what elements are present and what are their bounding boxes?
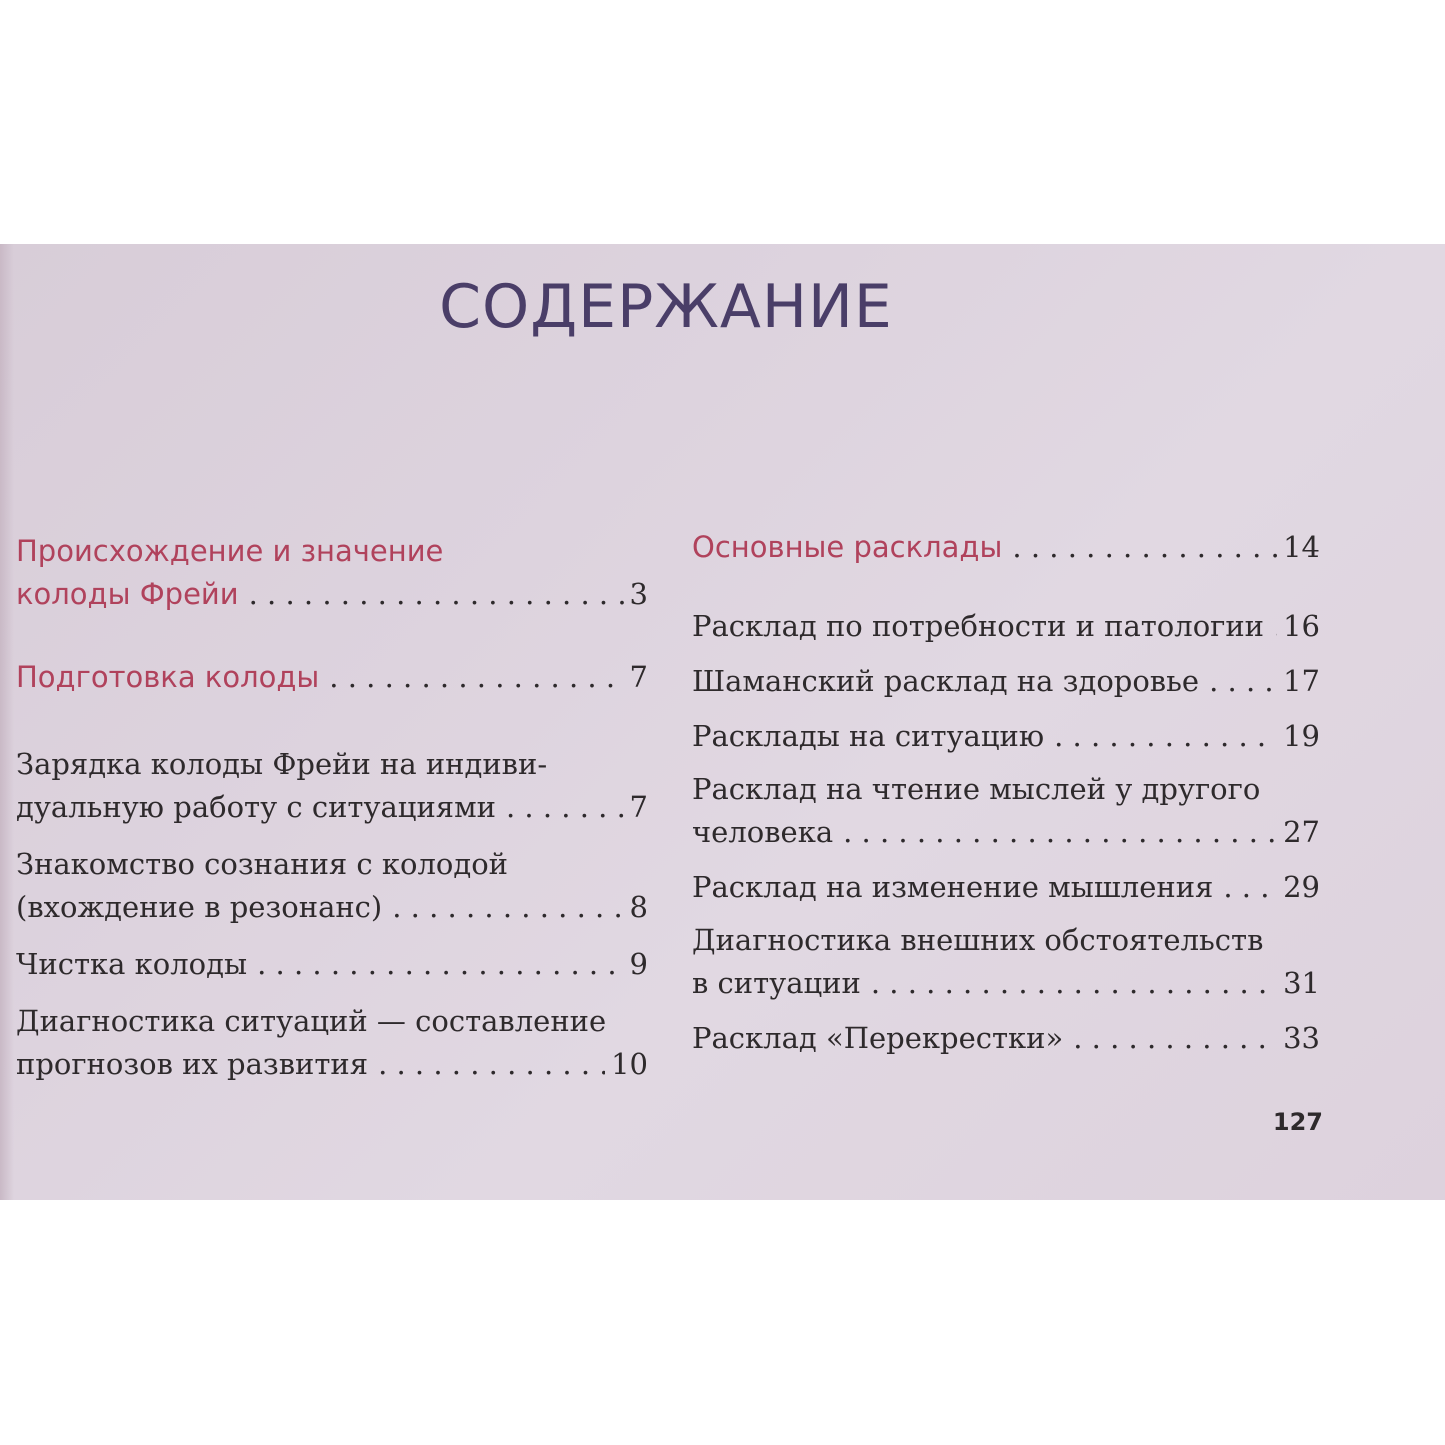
toc-page-number: 14 [1283,530,1320,564]
toc-entry-text: Расклады на ситуацию [692,719,1045,753]
dot-leader [247,943,623,986]
toc-entry-mind-reading [692,768,1320,854]
toc-entry-text: в ситуации [692,966,861,1000]
dot-leader [1044,715,1277,758]
toc-entry-external-circumstances [692,919,1320,1005]
toc-page-number: 7 [629,660,648,694]
toc-section-main-spreads [692,526,1320,569]
toc-page-number: 3 [629,577,648,611]
toc-section-preparation [16,656,648,699]
toc-page-number: 31 [1283,966,1320,1000]
toc-entry-last-line [692,660,1320,703]
dot-leader [861,962,1277,1005]
toc-entry-text: прогнозов их развития [16,1047,369,1081]
toc-entry-text: Подготовка колоды [16,660,320,694]
toc-page-number: 9 [629,947,648,981]
toc-entry-line: Диагностика внешних обстоятельств [692,923,1264,957]
toc-entry-text: колоды Фрейи [16,577,239,611]
toc-entry-line: Зарядка колоды Фрейи на индиви- [16,747,548,781]
toc-page-number: 29 [1283,870,1320,904]
toc-page-number: 27 [1283,815,1320,849]
toc-entry-charging [16,743,648,829]
toc-entry-line: Диагностика ситуаций — составление [16,1004,607,1038]
dot-leader [319,656,623,699]
toc-page-number: 10 [611,1047,648,1081]
toc-entry-situation [692,715,1320,758]
dot-leader [1002,526,1277,569]
toc-section-origin [16,530,648,616]
toc-entry-line: Расклад на чтение мыслей у другого [692,772,1261,806]
toc-page-number: 17 [1283,664,1320,698]
toc-entry-text: Расклад на изменение мышления [692,870,1214,904]
toc-entry-text: (вхождение в резонанс) [16,890,383,924]
toc-entry-last-line [16,786,648,829]
toc-entry-line: Знакомство сознания с колодой [16,847,508,881]
dot-leader [1213,866,1277,909]
toc-entry-diagnostics [16,1000,648,1086]
toc-entry-last-line [692,715,1320,758]
toc-right-column [692,526,1320,1055]
toc-entry-text: дуальную работу с ситуациями [16,790,496,824]
dot-leader [239,573,624,616]
toc-entry-shaman-health [692,660,1320,703]
toc-entry-text: Расклад «Перекрестки» [692,1021,1064,1055]
toc-entry-last-line [692,962,1320,1005]
toc-entry-last-line [692,605,1320,648]
dot-leader [496,786,624,829]
dot-leader [833,811,1277,854]
toc-entry-last-line [16,573,648,616]
dot-leader [1063,1017,1277,1060]
toc-left-column [16,530,648,1081]
toc-entry-last-line [16,886,648,929]
toc-page-number: 8 [629,890,648,924]
toc-entry-text: Основные расклады [692,530,1003,564]
toc-entry-text: Шаманский расклад на здоровье [692,664,1200,698]
page-number: 127 [1272,1108,1323,1136]
dot-leader [1264,605,1277,648]
toc-entry-need-pathology [692,605,1320,648]
toc-entry-last-line [692,811,1320,854]
toc-entry-crossroads [692,1017,1320,1060]
toc-page-number: 7 [629,790,648,824]
toc-entry-last-line [692,1017,1320,1060]
dot-leader [368,1043,605,1086]
toc-entry-cleaning [16,943,648,986]
book-page [0,244,1445,1200]
toc-entry-last-line [16,943,648,986]
toc-entry-acquaintance [16,843,648,929]
toc-page-number: 19 [1283,719,1320,753]
toc-page-number: 16 [1283,609,1320,643]
toc-entry-last-line [692,526,1320,569]
toc-entry-thinking-change [692,866,1320,909]
toc-entry-text: человека [692,815,834,849]
toc-entry-line: Происхождение и значение [16,534,444,568]
dot-leader [382,886,623,929]
toc-page-number: 33 [1283,1021,1320,1055]
toc-entry-last-line [16,656,648,699]
toc-entry-last-line [692,866,1320,909]
page-title: СОДЕРЖАНИЕ [439,272,893,342]
toc-entry-text: Расклад по потребности и патологии [692,609,1264,643]
toc-entry-last-line [16,1043,648,1086]
dot-leader [1199,660,1277,703]
toc-entry-text: Чистка колоды [16,947,248,981]
